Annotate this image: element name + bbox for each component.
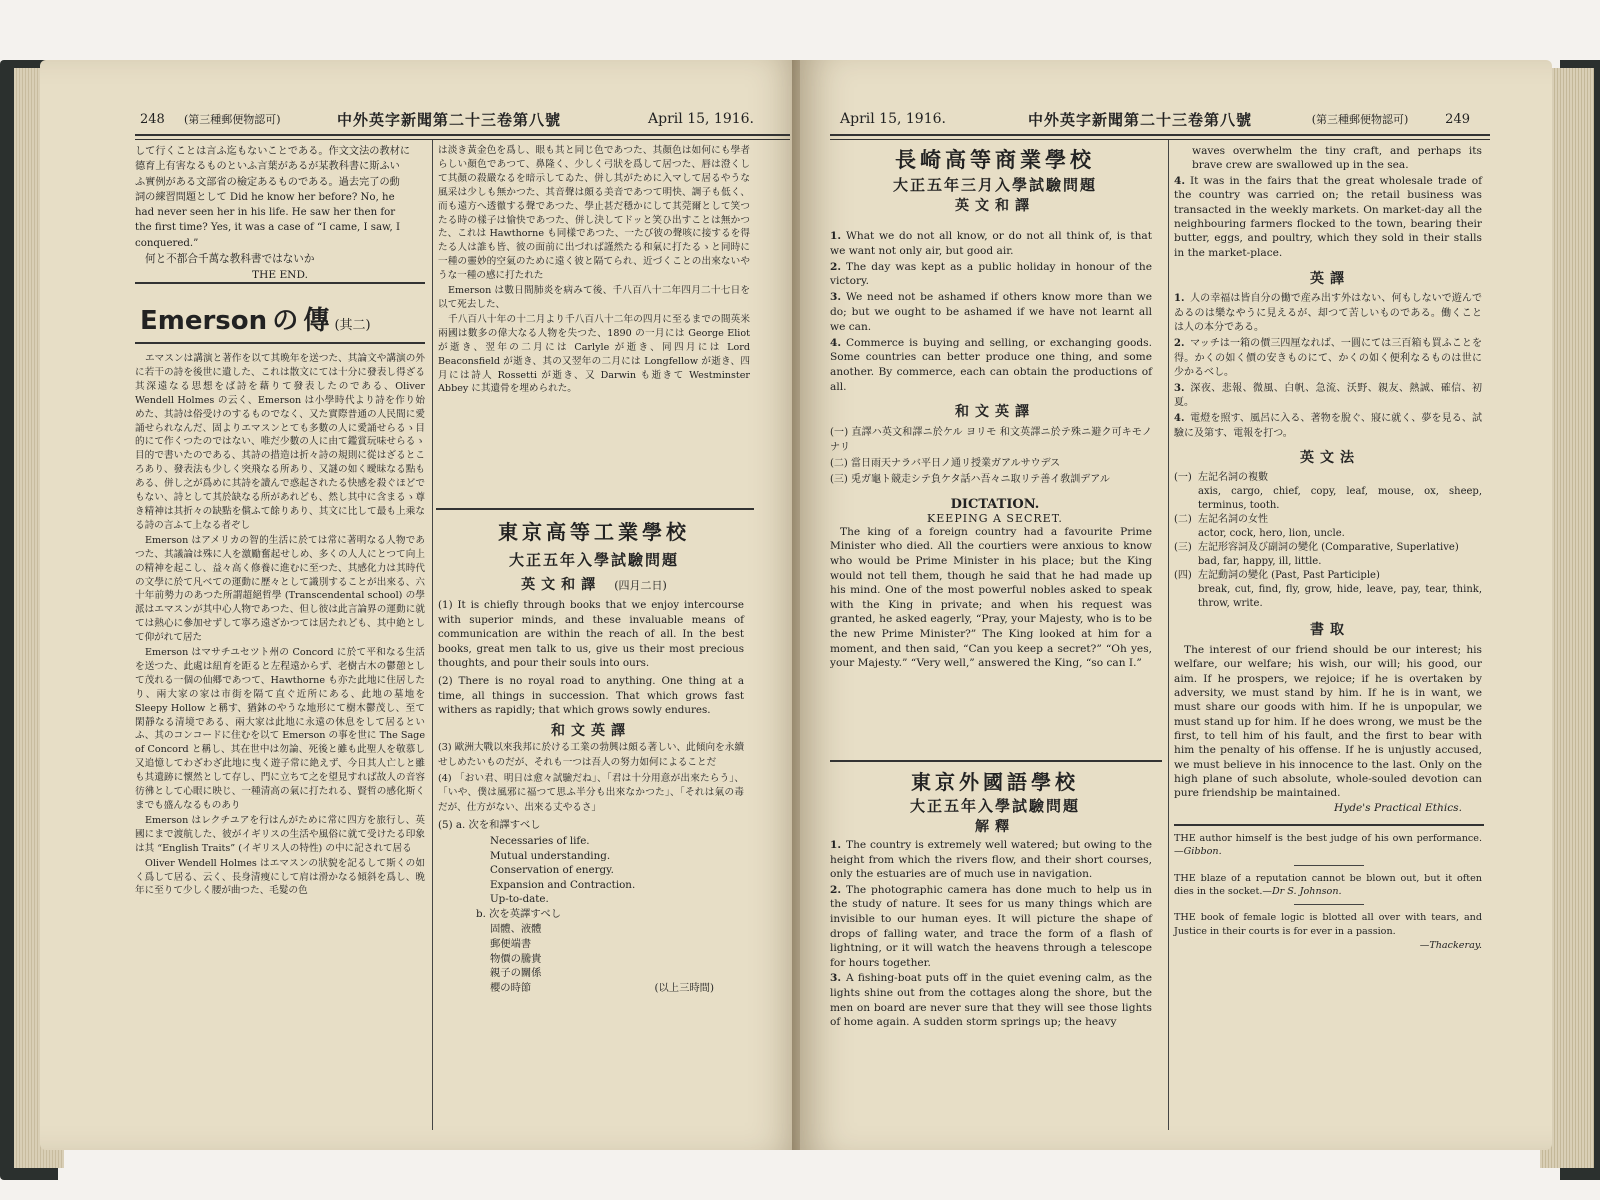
emerson-title-den: 傳 bbox=[303, 306, 330, 336]
question-text: The country is extremely well watered; but owing to the height from which the rivers flow, and their short courses, only the estuaries are of much use in navigation. bbox=[830, 839, 1152, 881]
grammar-item bbox=[1174, 471, 1482, 513]
textbook-paragraph: して行くことは言ふ迄もないことである。作文文法の教材に 德育上有害なるものといふ言葉があるが某教科書に斯ふい ふ實例がある文部省の檢定あるものである。過去完了の動 詞の練習問題として Did he know her before? No, he had never seen her in his life. He saw her then for the first time? Yes, it was a case of “I came, I saw, I conquered.” bbox=[135, 146, 411, 249]
emerson-title bbox=[140, 300, 420, 337]
emerson-death: Emerson は數日間肺炎を病みて後、千八百八十二年四月二十七日を以て死去した、 bbox=[438, 285, 750, 310]
emerson-paragraph: Emerson はマサチユセツト州の Concord に於て平和なる生活を送つた、此處は紐育を距ると左程遠からず、老樹古木の鬱憩として茂れる一個の仙郷であつて、Hawthorne も亦た此地に住居したり、兩大家の家は市街を隔て直ぐ近所にある、此地の墓地を Sleepy Hollow と稱す、猶鉢のやうな地形にて樹木鬱茂し、至て閑靜なる清境である、兩大家は此地に永遠の休息をして居るといふ、其のコンコードに住むを以て Emerson の事を世に The Sage of Concord と稱し、其在世中は勿論、死後と雖も此聖人を敬慕し又追憶してわざわざ此地に曳く遊子常に絶えず、今日其人亡しと雖も其遺跡に懷然として存し、門に立ちて之を望見すれば故人の音容彷彿として心眼に映じ、一種清高の氣に打たれる、賢哲の感化斯くまでも盛んなるものあり bbox=[135, 647, 425, 811]
question-item bbox=[1174, 292, 1482, 336]
permit-note: (第三種郵便物認可) bbox=[184, 113, 281, 126]
section-title: 和文英譯 bbox=[551, 722, 631, 739]
the-end: THE END. bbox=[252, 269, 308, 282]
question-number: 4. bbox=[1174, 413, 1185, 424]
question-item bbox=[830, 290, 1152, 334]
right-page-header bbox=[840, 106, 1480, 132]
dictation-subtitle: KEEPING A SECRET. bbox=[927, 511, 1063, 525]
question-number: 3. bbox=[1174, 382, 1185, 394]
grammar-item bbox=[1174, 513, 1482, 541]
question-item bbox=[830, 229, 1152, 259]
emerson-title-part: (其二) bbox=[334, 318, 371, 333]
quotes bbox=[1174, 832, 1482, 953]
dictation-text-block bbox=[830, 525, 1152, 671]
list-item: 固體、液體 bbox=[490, 923, 542, 936]
quote-text: THE author himself is the best judge of his own performance. bbox=[1174, 832, 1482, 844]
section-title: 英文和譯 bbox=[521, 577, 602, 593]
question-3: (3) 歐洲大戰以來我邦に於ける工業の勃興は頗る著しい、此傾向を永續せしめたいものだが、それも一つは吾人の努力如何によることだ bbox=[438, 742, 744, 768]
grammar-item bbox=[1174, 541, 1482, 569]
exam-title: 大正五年入學試驗問題 bbox=[508, 551, 679, 569]
question-text: It was in the fairs that the great wholesale trade of the country was carried on; the retail business was transacted in the weekly markets. On market-day all the neighbouring farmers flocked to the town, bearing their butter, eggs, and poultry, which they sold in their stalls in the market-place. bbox=[1174, 174, 1482, 259]
divider bbox=[436, 508, 754, 510]
question-text: bad, far, happy, ill, little. bbox=[1198, 556, 1322, 568]
list-item: 物價の騰貴 bbox=[490, 952, 542, 965]
question-text: The photographic camera has done much to help us in the study of nature. It sees for us many things which are invisible to our human eyes. It will picture the shape of drops of falling water, and trace the form of a flash of lightning, or it will watch the heavens through a telescope for hours together. bbox=[830, 883, 1152, 969]
list-item: 郵便端書 bbox=[490, 938, 532, 951]
list-item: Conservation of energy. bbox=[490, 864, 614, 877]
question-1: (1) It is chiefly through books that we enjoy intercourse with superior minds, and these invaluable means of communication are within the reach of all. In the best books, great men talk to us, give us their most precious thoughts, and pour their souls into ours. bbox=[438, 599, 744, 670]
quote-text: THE book of female logic is blotted all over with tears, and Justice in their courts is for ever in a passion. bbox=[1174, 912, 1482, 937]
section-title: 英譯 bbox=[1310, 271, 1350, 288]
emerson-paragraph: Emerson はアメリカの智的生活に於ては常に著明なる人物であつた、其議論は殊に人を激勵奮起せしめ、多くの人人にとつて向上の精神を起こし、益々高く修養に進むに至つた、其感化力は其時代の文學に於て凡べての運動に歷々として識別することが出來る、六十年前勢力のあつた所謂超絕哲學 (Transcendental school) の學派はエマスンが其中心人物であつた、但し彼は此言論界の運動に就ては熱心に參加せずして寧ろ遠ざかつては居たれども、其中絶として仰がれて居た bbox=[135, 534, 425, 644]
exam-date: (四月二日) bbox=[614, 579, 667, 592]
question-number: 2. bbox=[830, 883, 842, 896]
quote bbox=[1174, 872, 1482, 899]
question-number: 4. bbox=[1174, 174, 1186, 187]
question-number: 1. bbox=[830, 230, 842, 242]
quote-author: —Gibbon. bbox=[1174, 846, 1222, 858]
question-item bbox=[830, 838, 1152, 882]
emerson-body bbox=[135, 352, 425, 899]
page-number: 249 bbox=[1445, 111, 1470, 127]
list-item: 櫻の時節 bbox=[490, 981, 532, 994]
japanese-questions bbox=[830, 425, 1152, 487]
issue-date: April 15, 1916. bbox=[840, 111, 946, 127]
newspaper-title: 中外英字新聞第二十三卷第八號 bbox=[336, 110, 561, 129]
quote-author: —Dr S. Johnson. bbox=[1262, 885, 1342, 897]
q-continued bbox=[1174, 144, 1482, 260]
school-title: 長崎高等商業學校 bbox=[895, 147, 1095, 172]
question-2: (2) There is no royal road to anything. One thing at a time, all things in succession. That which grows fast withers as rapidly; that which grows sowly endures. bbox=[438, 674, 744, 717]
question-text: 人の幸福は皆自分の働で産み出す外はない、何もしないで遊んでゐるのは樂なやうに見えるが、却つて苦しいものである。働くことは人の本分である。 bbox=[1174, 293, 1482, 334]
question-item bbox=[830, 883, 1152, 971]
question-4: (4) 「おい君、明日は愈々試驗だね」、「君は十分用意が出來たらう」、「いや、僕は風邪に福つて思ふ半分も出來なかつた」、「それは氣の毒だが、仕方がない、出來る丈やるさ」 bbox=[438, 772, 744, 813]
question-number: 4. bbox=[830, 336, 842, 349]
school-title: 東京高等工業學校 bbox=[498, 520, 690, 544]
left-col1-top bbox=[135, 144, 425, 285]
list-item: Expansion and Contraction. bbox=[490, 878, 636, 891]
exam-title: 大正五年三月入學試驗問題 bbox=[892, 176, 1097, 194]
section-title: 解釋 bbox=[975, 819, 1015, 835]
divider bbox=[1294, 904, 1364, 905]
question-number: 3. bbox=[830, 291, 842, 304]
permit-note: (第三種郵便物認可) bbox=[1311, 113, 1409, 126]
question-heading: 左記名詞の複數 bbox=[1198, 472, 1268, 484]
question-5b-label: b. 次を英譯すべし bbox=[476, 907, 562, 920]
emerson-paragraph: Emerson はレクチユアを行はんがために常に四方を旅行し、英國にまで渡航した、彼がイギリスの生活や風俗に就て受けたる印象は其 “English Traits” (イギリス人の特性) の中に記されて居る bbox=[135, 814, 425, 854]
divider bbox=[1174, 824, 1484, 826]
list-item: Necessaries of life. bbox=[490, 834, 590, 847]
question-item bbox=[1174, 382, 1482, 411]
list-item: Mutual understanding. bbox=[490, 849, 611, 862]
column-divider bbox=[432, 140, 433, 1130]
question-text: The day was kept as a public holiday in honour of the victory. bbox=[830, 260, 1152, 288]
question-5a-label: (5) a. 次を和譯すべし bbox=[438, 819, 541, 832]
list-item: 親子の關係 bbox=[490, 967, 542, 980]
open-book bbox=[0, 40, 1600, 1200]
nagasaki-exam bbox=[830, 144, 1160, 672]
question-item bbox=[1174, 412, 1482, 441]
shotori-text: The interest of our friend should be our interest; his welfare, our welfare; his wish, our will; his good, our aim. If he prospers, we rejoice; if he is overtaken by adversity, we must stand by him. If he is in want, we must share our goods with him. If he is unpopular, we must stand up for him. If he does wrong, we must be the first, to tell him of his fault, and the first to bear with him the penalty of his offense. If he is unjustly accused, we must believe in his innocence to the last. Only on the high plane of such absolute, whole-souled devotion can pure friendship be maintained. bbox=[1174, 644, 1482, 800]
question-number: (一) bbox=[1174, 472, 1192, 484]
question-item bbox=[830, 336, 1152, 395]
jp-question: (三) 兎ガ龜ト競走シテ負ケタ話ハ吾々ニ取リテ善イ敎訓デアル bbox=[830, 473, 1110, 485]
question-text: axis, cargo, chief, copy, leaf, mouse, ox, sheep, terminus, tooth. bbox=[1198, 486, 1482, 512]
newspaper-title: 中外英字新聞第二十三卷第八號 bbox=[1027, 110, 1252, 129]
interpret-questions bbox=[830, 838, 1152, 1030]
divider bbox=[830, 760, 1162, 762]
divider bbox=[135, 342, 425, 344]
question-text: break, cut, find, fly, grow, hide, leave, pay, tear, think, throw, write. bbox=[1198, 584, 1482, 610]
textbook-remark: 何と不都合千萬な教科書ではないか bbox=[145, 253, 315, 266]
divider bbox=[135, 282, 425, 284]
header-rule bbox=[135, 134, 790, 140]
question-text: A fishing-boat puts off in the quiet evening calm, as the lights shine out from the cottages along the shore, but the men on board are never sure that they will see those lights of home again. A sudden storm springs up; the heavy bbox=[830, 972, 1152, 1029]
right-col2 bbox=[1174, 144, 1486, 953]
question-heading: 左記形容詞及び副詞の變化 (Comparative, Superlative) bbox=[1198, 542, 1459, 554]
school-title: 東京外國語學校 bbox=[911, 770, 1079, 794]
issue-date: April 15, 1916. bbox=[648, 111, 754, 127]
question-number: (三) bbox=[1174, 542, 1192, 554]
vocab-list-b bbox=[438, 922, 744, 995]
list-item: Up-to-date. bbox=[490, 893, 549, 906]
question-text: actor, cock, hero, lion, uncle. bbox=[1198, 528, 1345, 540]
question-item bbox=[830, 971, 1152, 1029]
question-number: (二) bbox=[1174, 514, 1192, 526]
question-text: 深夜、悲報、微風、白帆、急流、沃野、親友、熱誠、確信、初夏。 bbox=[1174, 382, 1482, 409]
english-questions bbox=[830, 229, 1152, 395]
header-rule bbox=[830, 134, 1490, 140]
page-number: 248 bbox=[140, 111, 165, 127]
column-divider bbox=[1168, 140, 1169, 1130]
dictation-title: DICTATION. bbox=[950, 496, 1040, 512]
grammar-questions bbox=[1174, 471, 1482, 611]
quote bbox=[1174, 911, 1482, 938]
jp-question: (一) 直譯ハ英文和譯ニ於ケル ヨリモ 和文英譯ニ於テ殊ニ避ク可キモノナリ bbox=[830, 426, 1152, 453]
question-item bbox=[1174, 174, 1482, 260]
emerson-title-main: Emerson bbox=[140, 306, 268, 336]
translation-questions bbox=[1174, 292, 1482, 441]
foreign-lang-exam bbox=[830, 766, 1160, 1031]
question-text: 電燈を照す、風呂に入る、著物を脫ぐ、寢に就く、夢を見る、試驗に及第す、電報を打つ。 bbox=[1174, 413, 1482, 439]
shotori-source: Hyde's Practical Ethics. bbox=[1333, 802, 1462, 815]
quote bbox=[1174, 832, 1482, 859]
emerson-title-no: の bbox=[272, 306, 299, 336]
question-number: 2. bbox=[1174, 338, 1185, 350]
question-text: Commerce is buying and selling, or exchanging goods. Some countries can better produce one thing, and some another. By commerce, each can obtain the productions of all. bbox=[830, 336, 1152, 393]
section-heading bbox=[438, 574, 750, 594]
left-page-header bbox=[140, 106, 760, 132]
right-page bbox=[800, 60, 1552, 1150]
question-number: (四) bbox=[1174, 570, 1192, 582]
grammar-item bbox=[1174, 569, 1482, 611]
question-text: What we do not all know, or do not all think of, is that we want not only air, but good air. bbox=[830, 230, 1152, 257]
question-number: 1. bbox=[1174, 293, 1185, 305]
exam-title: 大正五年入學試驗問題 bbox=[909, 797, 1080, 815]
emerson-paragraph: エマスンは講演と著作を以て其晩年を送つた、其論文や講演の外に若干の詩を後世に遺した、これは散文にては十分に發表し得ざる其深遠なる思想をば詩を藉りて發表したのである、Oliver Wendell Holmes の云く、Emerson は小學時代より詩を作り始めた、其詩は俗受けのするものでなく、又た實際普通の人民間に愛誦せられなんだ、固よりエマスンとても多數の人に愛誦せらるゝ目的にて作くつたのではない、唯だ少數の人に由て鑑賞玩味せらるゝ目的で書いたのである、其詩の措造は折々詩の規則に從はざるところあり、發表法も少しく突飛なる所あり、又謎の如く曖昧なる點もある、併し之が爲めに其詩を讀んで惑起されたる快感を殺ぐほどでもない、詩として其於缺なる所があれども、然し其中に含まるゝ尊き精神は其折々の缺點を償ふて餘りあり、其文に比して最も上乘なる詩の言ふて上なる者ぞし bbox=[135, 353, 425, 531]
section-title: 和文英譯 bbox=[955, 403, 1035, 420]
time-note: (以上三時間) bbox=[654, 981, 714, 994]
left-page bbox=[40, 60, 802, 1150]
dictation-text: The king of a foreign country had a favourite Prime Minister who died. All the courtiers were anxious to know who would be Prime Minister in his place; but the King would not tell them, though he said that he had made up his mind. One of the most powerful nobles asked to speak with the King in private; and when his request was granted, he asked eagerly, “Pray, your Majesty, who is to be the new Prime Minister?” The King looked at him for a moment, and then said, “Can you keep a secret?” “Oh yes, your Majesty.” “Very well,” answered the King, “so can I.” bbox=[830, 525, 1152, 670]
question-item bbox=[1174, 337, 1482, 381]
question-number: 1. bbox=[830, 839, 842, 851]
quote-text: THE blaze of a reputation cannot be blown out, but it often dies in the socket. bbox=[1174, 872, 1482, 897]
question-text: We need not be ashamed if others know more than we do; but we ought to be ashamed if we have not learnt all we can. bbox=[830, 291, 1152, 333]
emerson-paragraph: Oliver Wendell Holmes はエマスンの狀貌を記るして斯くの如く爲して居る、云く、長身清瘦にして肩は滑かなる傾斜を爲し、晚年に至りて少しく腰が曲つた、毛髮の色 bbox=[135, 857, 425, 897]
divider bbox=[1294, 865, 1364, 866]
exam-questions bbox=[438, 598, 744, 995]
question-text: マッチは一箱の價三四厘なれば、一圓にては三百箱も買ふことを得。かくの如く價の安きものにて、かくの如く便利なるものは世に少かるべし。 bbox=[1174, 338, 1482, 379]
jp-question: (二) 當日雨天ナラバ平日ノ通リ授業ガアルサウデス bbox=[830, 457, 1061, 469]
question-heading: 左記名詞の女性 bbox=[1198, 514, 1268, 526]
shotori-block bbox=[1174, 643, 1482, 816]
vocab-list-a bbox=[438, 834, 744, 907]
section-title: 英文和譯 bbox=[955, 198, 1035, 214]
emerson-continued: は淡き黃金色を爲し、眼も其と同じ色であつた、其顏色は如何にも學者らしい顏色であつて、鼻隆く、少しく弓狀を爲して居つた、唇は澄くして其顏の殺嚴なるを暗示してゐた、併し其がために入マして居るやうな風采は少しも無かつた、其音聲は頗る美音であつて明快、調子も低く、而も遠方へ透徹する聲であつた、學止甚だ穩かにして其莞爾として笑つたる時の樣子は愉快であつた、併し決してドッと笑ひ出すことは無かつた、これは Hawthorne も同樣であつた、一たび彼の聲咳に接するを得たる人は誰も皆、彼の面前に出づれば謹然たる和氣に打たるゝと同時に一種の靈妙的空氣のために遠く彼と隔てられ、近づくことの出來ないやうな一種の感に打たれた bbox=[438, 145, 750, 282]
question-text: waves overwhelm the tiny craft, and perhaps its brave crew are swallowed up in the sea. bbox=[1192, 145, 1482, 172]
tokyo-tech-exam bbox=[438, 516, 750, 995]
question-item bbox=[830, 260, 1152, 290]
question-heading: 左記動詞の變化 (Past, Past Participle) bbox=[1198, 570, 1380, 582]
great-men-paragraph: 千八百八十年の十二月より千八百八十二年の四月に至るまでの間英米兩國は數多の偉大なる人物を失つた、1890 の一月には George Eliot が逝き、翌年の二月には Carlyle が逝き、同四月には Lord Beaconsfield が逝き、其の又翌年の二月には Longfellow が逝き、四月には詩人 Rossetti が逝き、又 Darwin も逝きて Westminster Abbey に其遺骨を埋められた。 bbox=[438, 313, 750, 395]
section-title: 書取 bbox=[1310, 622, 1350, 639]
question-number: 3. bbox=[830, 972, 842, 985]
question-number: 2. bbox=[830, 260, 842, 273]
section-title: 英文法 bbox=[1300, 450, 1360, 467]
left-col2-top bbox=[438, 144, 750, 397]
quote-author: —Thackeray. bbox=[1419, 940, 1482, 952]
